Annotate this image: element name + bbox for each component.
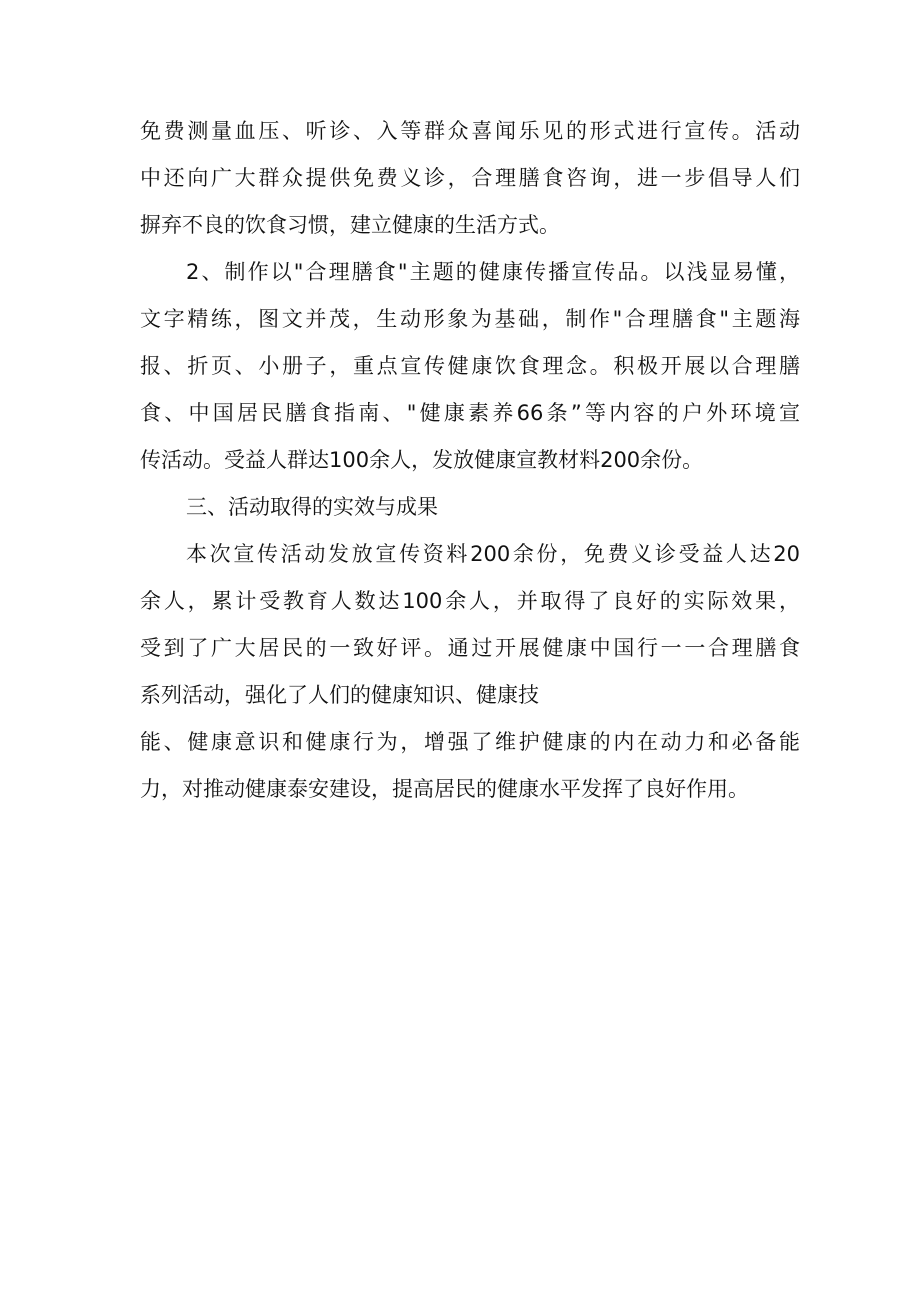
- text-line: 力，对推动健康泰安建设，提高居民的健康水平发挥了良好作用。: [140, 777, 749, 801]
- text-line: 中还向广大群众提供免费义诊，合理膳食咨询，进一步倡导人们: [140, 166, 800, 190]
- text-line: 能、健康意识和健康行为，增强了维护健康的内在动力和必备能: [140, 730, 800, 754]
- document-body: [140, 108, 800, 813]
- text-line: 报、折页、小册子，重点宣传健康饮食理念。积极开展以合理膳: [140, 354, 800, 378]
- text-line: 文字精练，图文并茂，生动形象为基础，制作"合理膳食"主题海: [140, 307, 800, 331]
- text-line: 食、中国居民膳食指南、"健康素养66条”等内容的户外环境宣: [140, 401, 800, 425]
- text-line: 本次宣传活动发放宣传资料200余份，免费义诊受益人达20: [186, 542, 800, 566]
- text-line: 传活动。受益人群达100余人，发放健康宣教材料200余份。: [140, 448, 704, 472]
- text-line: 余人，累计受教育人数达100余人，并取得了良好的实际效果，: [140, 589, 800, 613]
- text-line: 受到了广大居民的一致好评。通过开展健康中国行一一合理膳食: [140, 636, 800, 660]
- text-line: 免费测量血压、听诊、入等群众喜闻乐见的形式进行宣传。活动: [140, 119, 800, 143]
- text-line: 系列活动，强化了人们的健康知识、健康技: [140, 683, 539, 707]
- text-line: 2、制作以"合理膳食"主题的健康传播宣传品。以浅显易懂，: [186, 260, 800, 284]
- text-line: 摒弃不良的饮食习惯，建立健康的生活方式。: [140, 213, 560, 237]
- section-heading: 三、活动取得的实效与成果: [186, 495, 438, 519]
